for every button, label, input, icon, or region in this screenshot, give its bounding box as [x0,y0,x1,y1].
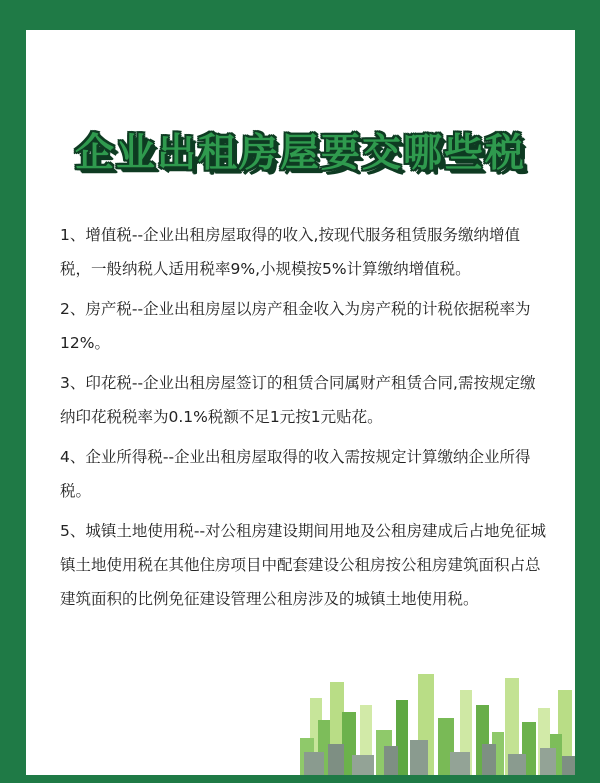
paragraph-income-tax: 4、企业所得税--企业出租房屋取得的收入需按规定计算缴纳企业所得税。 [60,448,531,500]
content-card [26,30,575,775]
page-title: 企业出租房屋要交哪些税 [74,131,526,176]
paragraph-land-use-tax: 5、城镇土地使用税--对公租房建设期间用地及公租房建成后占地免征城镇土地使用税在其他住房项目中配套建设公租房按公租房建筑面积占总建筑面积的比例免征建设管理公租房涉及的城镇土地使用税。 [60,522,547,608]
article-body [60,218,548,622]
paragraph-vat: 1、增值税--企业出租房屋取得的收入,按现代服务租赁服务缴纳增值税，一般纳税人适用税率9%,小规模按5%计算缴纳增值税。 [60,226,520,278]
city-skyline-illustration [300,660,575,775]
paragraph-property-tax: 2、房产税--企业出租房屋以房产租金收入为房产税的计税依据税率为12%。 [60,300,531,352]
paragraph-stamp-tax: 3、印花税--企业出租房屋签订的租赁合同属财产租赁合同,需按规定缴纳印花税税率为0.1%税额不足1元按1元贴花。 [60,374,536,426]
